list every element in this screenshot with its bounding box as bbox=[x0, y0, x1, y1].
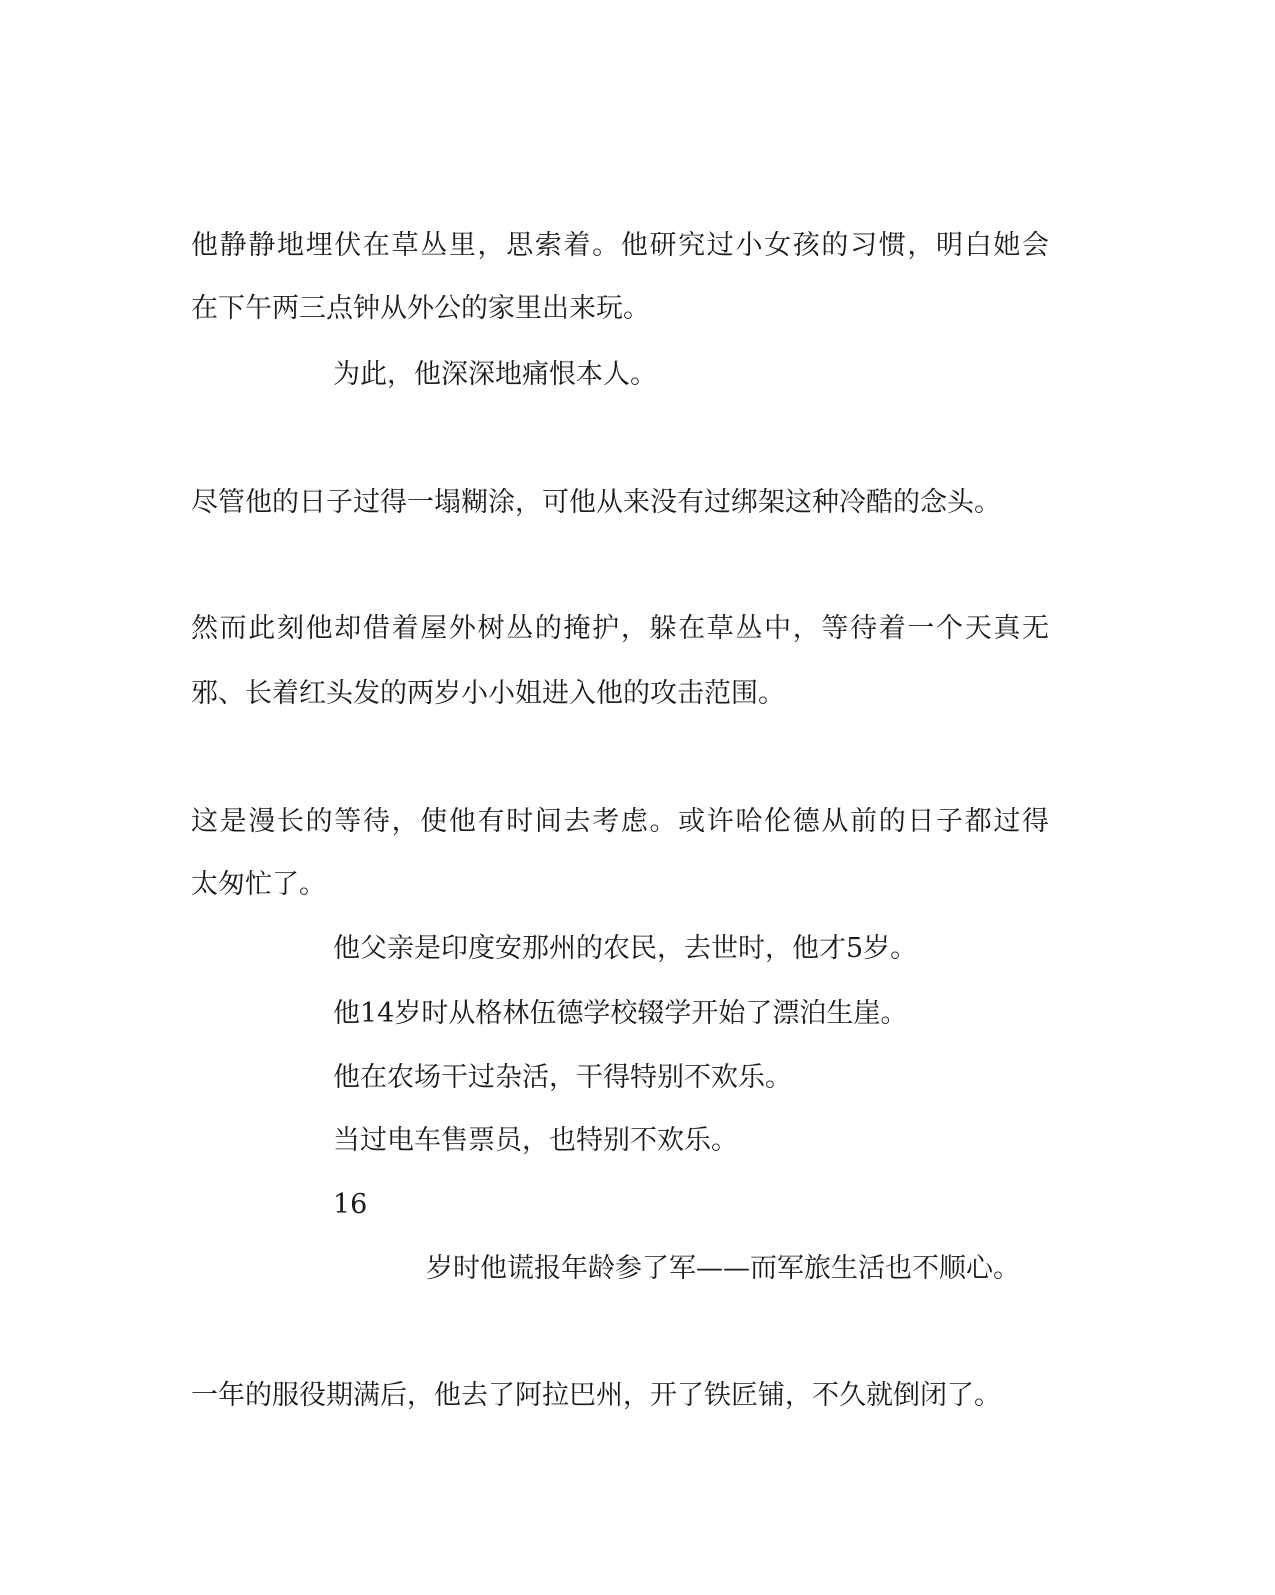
paragraph-line: 16 bbox=[333, 1189, 368, 1220]
paragraph-line: 岁时他谎报年龄参了军——而军旅生活也不顺心。 bbox=[426, 1253, 1020, 1284]
paragraph-line: 他14岁时从格林伍德学校辍学开始了漂泊生崖。 bbox=[333, 998, 908, 1029]
paragraph-line: 这是漫长的等待，使他有时间去考虑。或许哈伦德从前的日子都过得 bbox=[191, 806, 1049, 837]
paragraph-line: 当过电车售票员，也特别不欢乐。 bbox=[333, 1125, 738, 1156]
paragraph-line: 太匆忙了。 bbox=[191, 869, 326, 900]
paragraph-line: 他父亲是印度安那州的农民，去世时，他才5岁。 bbox=[333, 933, 918, 964]
paragraph-line: 尽管他的日子过得一塌糊涂，可他从来没有过绑架这种冷酷的念头。 bbox=[191, 487, 1001, 518]
paragraph-line: 邪、长着红头发的两岁小小姐进入他的攻击范围。 bbox=[191, 678, 785, 709]
paragraph-line: 然而此刻他却借着屋外树丛的掩护，躲在草丛中，等待着一个天真无 bbox=[191, 613, 1049, 644]
paragraph-line: 在下午两三点钟从外公的家里出来玩。 bbox=[191, 293, 650, 324]
paragraph-line: 他静静地埋伏在草丛里，思索着。他研究过小女孩的习惯，明白她会 bbox=[191, 230, 1049, 261]
paragraph-line: 他在农场干过杂活，干得特别不欢乐。 bbox=[333, 1062, 792, 1093]
paragraph-line: 一年的服役期满后，他去了阿拉巴州，开了铁匠铺，不久就倒闭了。 bbox=[191, 1380, 1001, 1411]
paragraph-line: 为此，他深深地痛恨本人。 bbox=[333, 359, 657, 390]
